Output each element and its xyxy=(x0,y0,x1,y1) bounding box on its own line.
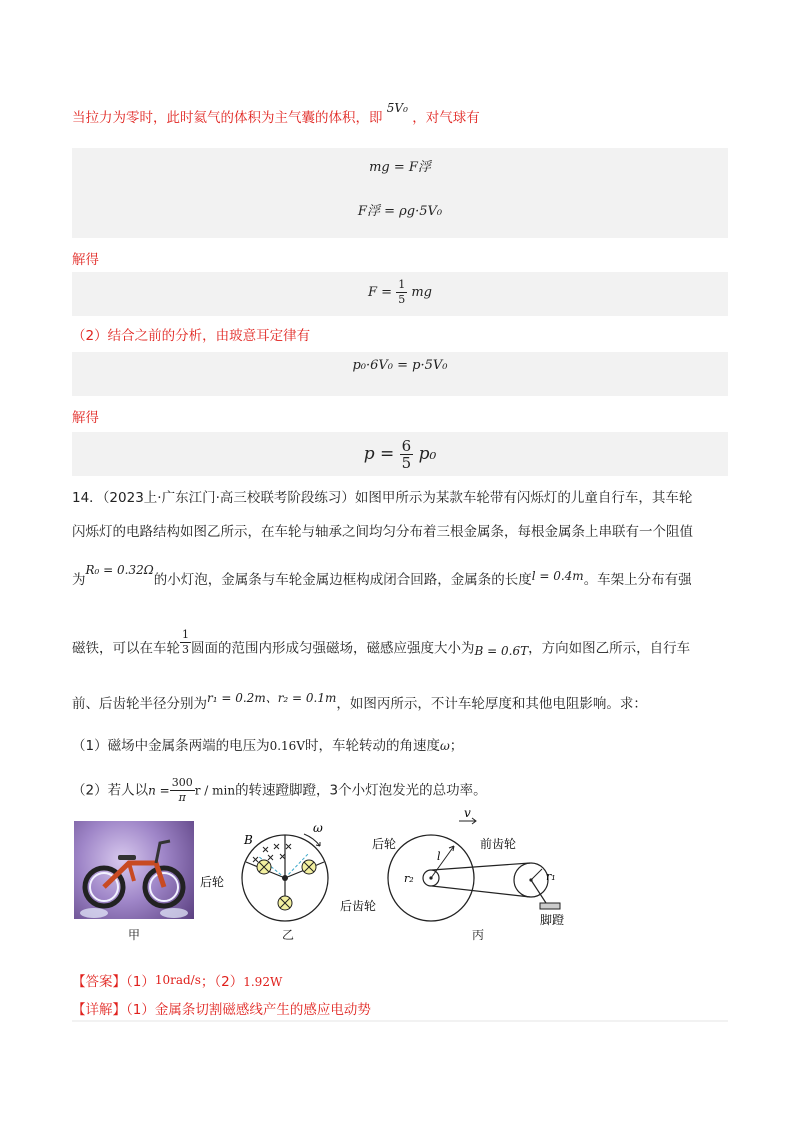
figure-yi-caption: 乙 xyxy=(282,928,295,942)
answer-v2: 1.92W xyxy=(243,975,283,989)
third-den: 3 xyxy=(182,643,189,656)
line5-a: 前、后齿轮半径分别为 xyxy=(72,696,207,712)
q2-n: n = xyxy=(148,783,170,798)
q1-a: （1）磁场中金属条两端的电压为 xyxy=(72,738,270,754)
figure-bing-caption: 丙 xyxy=(472,928,485,942)
force-num: 1 xyxy=(398,278,406,291)
figure-bing-diagram xyxy=(340,806,586,927)
q1-b: 时，车轮转动的角速度 xyxy=(304,738,440,754)
label-r1: r₁ xyxy=(546,870,556,883)
detail-text: （1）金属条切割磁感线产生的感应电动势 xyxy=(126,1002,371,1018)
equation-boyle: p₀·6V₀ = p·5V₀ xyxy=(352,358,448,373)
pressure-fraction xyxy=(400,438,414,471)
label-B: B xyxy=(244,833,253,847)
intro-value: 5V₀ xyxy=(386,101,408,115)
equation-pressure xyxy=(72,438,728,471)
label-r2: r₂ xyxy=(404,872,414,885)
pressure-num: 6 xyxy=(401,437,412,455)
line3-c: 。车架上分布有强 xyxy=(583,572,692,588)
answer-sep: ；（2） xyxy=(200,974,244,990)
label-pedal: 脚蹬 xyxy=(540,913,565,927)
answer-v1: 10rad/s xyxy=(154,973,201,987)
answer-a: （1） xyxy=(126,974,155,990)
label-v: v xyxy=(464,806,471,820)
detail-tag: 【详解】 xyxy=(72,1002,126,1018)
answer-tag: 【答案】 xyxy=(72,974,126,990)
q1-voltage: 0.16V xyxy=(269,739,305,753)
question-2 xyxy=(72,776,487,805)
intro-text: 当拉力为零时，此时氦气的体积为主气囊的体积，即 xyxy=(72,110,383,126)
solve-label-1: 解得 xyxy=(72,252,99,268)
question-1 xyxy=(72,736,463,756)
formula-box-4 xyxy=(72,432,728,476)
force-den: 5 xyxy=(398,293,406,306)
solve-label-2: 解得 xyxy=(72,410,99,426)
line3-a: 为 xyxy=(72,572,86,588)
formula-box-2 xyxy=(72,272,728,316)
part2-line: （2）结合之前的分析，由玻意耳定律有 xyxy=(72,328,311,344)
q2-den: π xyxy=(178,791,186,804)
pressure-rhs: p₀ xyxy=(418,444,437,464)
line4-b: 圆面的范围内形成匀强磁场，磁感应强度大小为 xyxy=(191,640,475,657)
label-rear-wheel-yi: 后轮 xyxy=(200,875,225,889)
line3-b: 的小灯泡，金属条与车轮金属边框构成闭合回路，金属条的长度 xyxy=(153,572,532,588)
problem-line-2: 闪烁灯的电路结构如图乙所示，在车轮与轴承之间均匀分布着三根金属条，每根金属条上串联有一个阻值 xyxy=(72,524,693,540)
equation-force xyxy=(72,278,728,307)
figure-jia-caption: 甲 xyxy=(128,928,141,942)
problem-line-3 xyxy=(72,563,692,590)
r0-value: R₀ = 0.32Ω xyxy=(85,563,154,577)
equation-mg: mg = F浮 xyxy=(369,160,431,175)
third-fraction xyxy=(180,628,191,657)
equation-buoyancy: F浮 = ρg·5V₀ xyxy=(357,204,443,219)
q1-omega: ω xyxy=(439,739,450,753)
line4-a: 磁铁，可以在车轮 xyxy=(72,640,180,657)
problem-line-4 xyxy=(72,628,691,663)
force-rhs: mg xyxy=(411,285,432,300)
intro-tail: ，对气球有 xyxy=(412,110,480,126)
problem-line-5 xyxy=(72,691,647,714)
label-rear-wheel-bing: 后轮 xyxy=(372,837,397,851)
q1-c: ； xyxy=(449,738,464,754)
third-num: 1 xyxy=(182,628,189,641)
figure-yi-diagram xyxy=(196,812,346,924)
q2-unit: r / min xyxy=(194,783,236,798)
answer-line xyxy=(72,972,282,992)
bicycle-icon xyxy=(74,821,194,919)
line4-c: ，方向如图乙所示，自行车 xyxy=(528,640,691,657)
label-omega: ω xyxy=(313,821,323,835)
radii-value: r₁ = 0.2m、r₂ = 0.1m xyxy=(207,691,337,705)
label-front-gear: 前齿轮 xyxy=(480,837,517,851)
figure-jia-photo xyxy=(74,821,194,919)
line5-b: ，如图丙所示，不计车轮厚度和其他电阻影响。求： xyxy=(336,696,647,712)
problem-line-1: 14．（2023上·广东江门·高三校联考阶段练习）如图甲所示为某款车轮带有闪烁灯的儿童自行车，其车轮 xyxy=(72,490,693,506)
label-l: l xyxy=(437,850,441,863)
formula-box-3 xyxy=(72,352,728,396)
force-fraction xyxy=(396,278,407,307)
q2-num: 300 xyxy=(171,776,193,789)
b-value: B = 0.6T xyxy=(474,643,529,658)
q2-a: （2）若人以 xyxy=(72,782,149,799)
force-lhs: F = xyxy=(368,285,393,300)
detail-box xyxy=(72,1020,728,1022)
pressure-lhs: p = xyxy=(363,444,395,464)
q2-b: 的转速蹬脚蹬，3个小灯泡发光的总功率。 xyxy=(235,782,487,799)
detail-line xyxy=(72,1000,371,1020)
length-value: l = 0.4m xyxy=(531,569,584,583)
q2-fraction xyxy=(170,776,195,805)
pressure-den: 5 xyxy=(401,454,412,472)
formula-box-1 xyxy=(72,148,728,238)
intro-line xyxy=(72,101,480,128)
label-rear-gear: 后齿轮 xyxy=(340,899,377,913)
